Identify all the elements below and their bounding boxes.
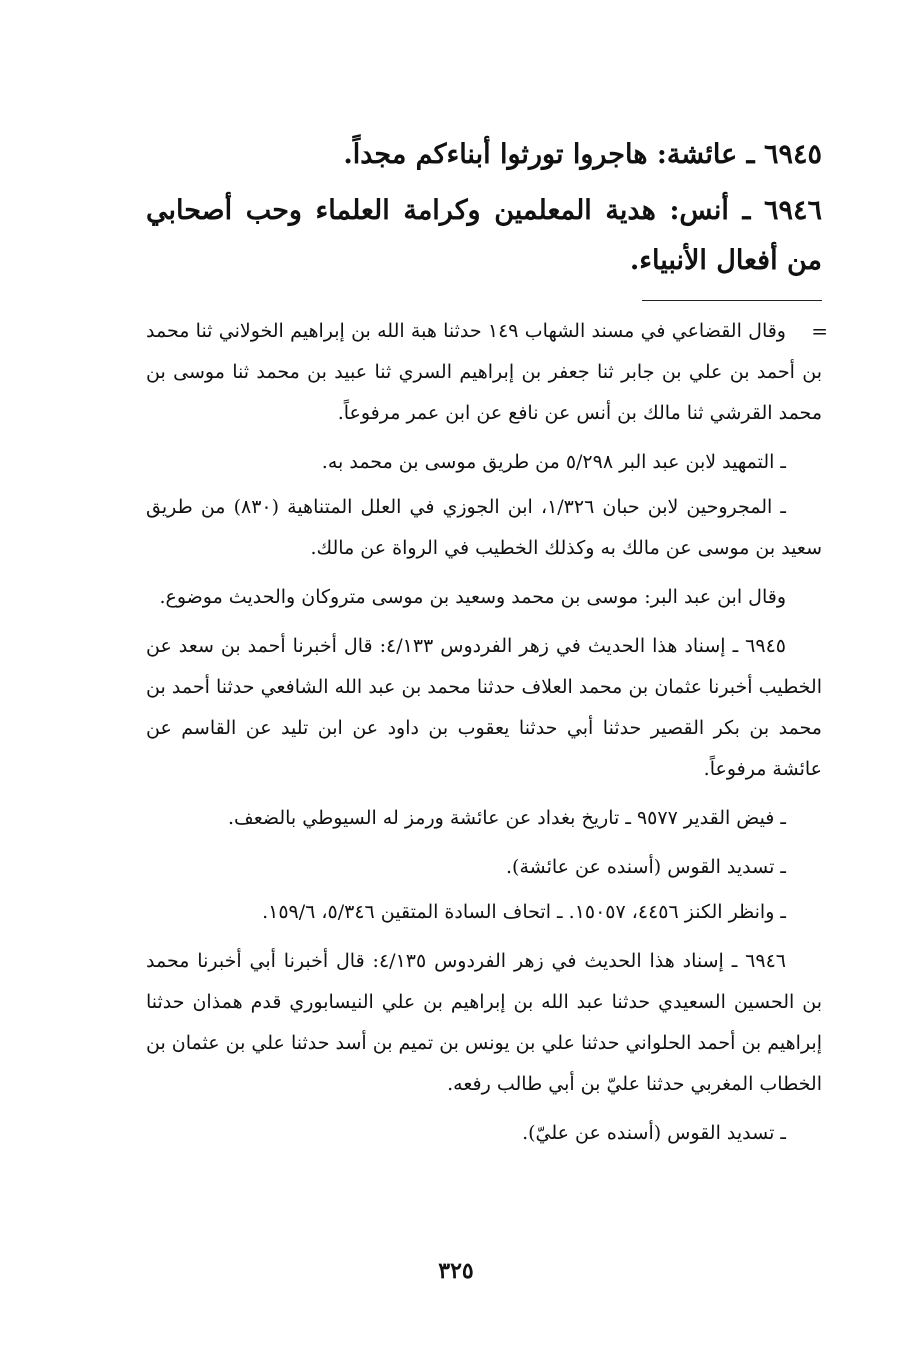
hadith-narrator: أنس xyxy=(679,195,729,226)
footnote-paragraph: ـ المجروحين لابن حبان ١/٣٢٦، ابن الجوزي في العلل المتناهية (٨٣٠) من طريق سعيد بن موسى عن مالك به وكذلك الخطيب في الرواة عن مالك. xyxy=(146,496,822,559)
hadith-number: ٦٩٤٦ xyxy=(764,195,823,226)
continuation-mark: = xyxy=(811,319,828,343)
hadith-narrator: عائشة xyxy=(666,139,738,170)
page-body xyxy=(146,130,828,1162)
footnote-paragraph: ـ التمهيد لابن عبد البر ٥/٢٩٨ من طريق موسى بن محمد به. xyxy=(321,451,786,473)
footnote-paragraph: ـ تسديد القوس (أسنده عن عليّ). xyxy=(522,1122,786,1144)
hadith-number: ٦٩٤٥ xyxy=(763,139,822,170)
footnote-text: وقال القضاعي في مسند الشهاب ١٤٩ حدثنا هبة الله بن إبراهيم الخولاني ثنا محمد بن أحمد بن علي بن جابر ثنا جعفر بن إبراهيم السري ثنا عبيد بن محمد ثنا موسى بن محمد القرشي ثنا مالك بن أنس عن نافع عن ابن عمر مرفوعاً. xyxy=(146,320,822,424)
footnote-paragraph: ـ فيض القدير ٩٥٧٧ ـ تاريخ بغداد عن عائشة ورمز له السيوطي بالضعف. xyxy=(227,807,786,829)
footnote-paragraph xyxy=(146,311,828,434)
hadith-text: هدية المعلمين وكرامة العلماء وحب أصحابي من أفعال الأنبياء. xyxy=(146,195,822,276)
separator: ـ xyxy=(746,139,755,170)
footnote-paragraph: ٦٩٤٦ ـ إسناد هذا الحديث في زهر الفردوس ٤/١٣٥: قال أخبرنا أبي أخبرنا محمد بن الحسين السعيدي حدثنا عبد الله بن إبراهيم بن علي النيسابوري قدم همذان حدثنا إبراهيم بن أحمد الحلواني حدثنا علي بن يونس بن تميم بن أسد حدثنا علي بن عثمان بن الخطاب المغربي حدثنا عليّ بن أبي طالب رفعه. xyxy=(146,950,822,1095)
footnote-paragraph: ـ وانظر الكنز ٤٤٥٦، ١٥٠٥٧. ـ اتحاف السادة المتقين ٥/٣٤٦، ١٥٩/٦. xyxy=(262,901,786,923)
colon: : xyxy=(669,195,680,226)
footnote-paragraph: وقال ابن عبد البر: موسى بن محمد وسعيد بن موسى متروكان والحديث موضوع. xyxy=(159,586,786,608)
hadith-6946 xyxy=(146,186,822,286)
hadith-text: هاجروا تورثوا أبناءكم مجداً. xyxy=(343,139,648,170)
footnote-paragraph: ـ تسديد القوس (أسنده عن عائشة). xyxy=(506,856,786,878)
footnote-paragraph: ٦٩٤٥ ـ إسناد هذا الحديث في زهر الفردوس ٤/١٣٣: قال أخبرنا أحمد بن سعد عن الخطيب أخبرنا عثمان بن محمد العلاف حدثنا محمد بن عبد الله الشافعي حدثنا أحمد بن محمد بن بكر القصير حدثنا أبي حدثنا يعقوب بن داود عن ابن تليد عن القاسم عن عائشة مرفوعاً. xyxy=(146,635,822,780)
colon: : xyxy=(656,139,667,170)
footnote-divider xyxy=(642,300,822,301)
separator: ـ xyxy=(742,195,751,226)
page-number: ٣٢٥ xyxy=(438,1258,474,1284)
hadith-6945 xyxy=(146,130,822,180)
